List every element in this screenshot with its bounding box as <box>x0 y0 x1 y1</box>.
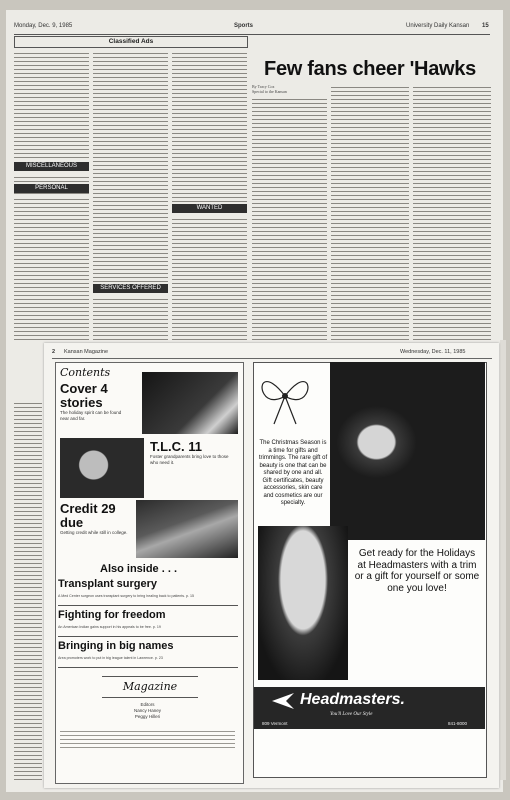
editor-name: Peggy Hilleri <box>134 714 161 719</box>
article-byline-sub: Special to the Kansan <box>252 89 287 94</box>
item-number: 4 <box>100 381 108 396</box>
item-label: Credit <box>60 501 98 516</box>
classified-text-col3 <box>172 50 247 202</box>
story-desc-freedom: An American Indian gains support in his appeals to be free. p. 19 <box>58 625 161 629</box>
ad-cta: Get ready for the Holidays at Headmasters with a trim or a gift for yourself or some one you love! <box>354 548 480 594</box>
also-inside-heading: Also inside . . . <box>100 563 178 575</box>
article-byline: By Tracy Cox <box>252 84 275 89</box>
section-miscellaneous: MISCELLANEOUS <box>14 162 89 171</box>
section-personal: PERSONAL <box>14 184 89 193</box>
underlying-right-edge <box>500 340 506 780</box>
insert-mag-name: Kansan Magazine <box>64 349 109 355</box>
insert-date: Wednesday, Dec. 11, 1985 <box>400 349 466 355</box>
story-desc-transplant: A Med Center surgeon uses transplant surgery to bring healing back to patients. p. 15 <box>58 594 195 598</box>
brand-tagline: You'll Love Our Style <box>330 712 373 717</box>
item-desc: Foster grandparents bring love to those who need it. <box>150 454 229 465</box>
editor-name: Nancy Haney <box>133 708 161 713</box>
cover-photo <box>142 372 238 434</box>
article-col1 <box>252 96 327 342</box>
story-rule <box>58 667 238 668</box>
item-word: stories <box>60 395 103 410</box>
tlc-photo <box>60 438 144 498</box>
classified-text-col3b <box>172 216 247 342</box>
section-services-offered: SERVICES OFFERED <box>93 284 168 293</box>
header-page: 15 <box>482 23 489 29</box>
contents-item-credit <box>60 502 132 536</box>
underlying-left-col <box>14 400 42 780</box>
contents-item-cover <box>60 382 130 421</box>
contents-title: Contents <box>60 366 111 379</box>
insert-page-num: 2 <box>52 349 56 355</box>
ad-season-text: The Christmas Season is a time for gifts and trimmings. The rare gift of beauty is one that can be shared by one and all. Gift certificates, beauty accessories, skin care and cosmetics are our specialty. <box>258 440 328 506</box>
item-label: T.L.C. <box>150 439 185 454</box>
editors-label: Editors <box>140 702 155 707</box>
item-label: Cover <box>60 381 97 396</box>
story-title-big-names: Bringing in big names <box>58 640 174 652</box>
insert-header <box>52 348 492 359</box>
classified-text-col1c <box>14 196 89 342</box>
item-number: 29 <box>101 501 116 516</box>
item-desc: The holiday spirit can be found near and far. <box>60 410 122 421</box>
article-col3 <box>413 84 491 342</box>
magazine-masthead: Magazine <box>102 676 198 698</box>
article-col2 <box>331 84 409 342</box>
item-word: due <box>60 515 84 530</box>
ribbon-bow-icon <box>256 366 314 428</box>
classified-text-col1 <box>14 50 89 160</box>
story-desc-big-names: Area promoters work to put in big league talent in Lawrence. p. 23 <box>58 656 163 660</box>
item-number: 11 <box>188 439 203 454</box>
ad-address: 809 Vermont <box>262 721 288 726</box>
article-headline: Few fans cheer 'Hawks <box>264 58 476 80</box>
classified-text-col2 <box>93 50 168 282</box>
models-photo <box>330 362 485 540</box>
brand-name: Headmasters. <box>300 691 405 708</box>
model-photo <box>258 526 348 680</box>
classified-title: Classified Ads <box>14 36 248 48</box>
masthead-fineprint <box>60 728 235 750</box>
story-rule <box>58 605 238 606</box>
arrow-logo-icon <box>272 693 296 709</box>
editors-block <box>60 702 235 720</box>
credit-photo <box>136 500 238 558</box>
item-desc: Getting credit while still in college. <box>60 530 128 535</box>
header-paper: University Daily Kansan <box>406 23 470 29</box>
ad-phone: 841-8000 <box>448 721 468 726</box>
newspaper-header <box>14 22 490 35</box>
story-title-transplant: Transplant surgery <box>58 578 158 590</box>
section-wanted: WANTED <box>172 204 247 213</box>
classified-text-col2b <box>93 296 168 342</box>
header-date: Monday, Dec. 9, 1985 <box>14 23 73 29</box>
contents-item-tlc <box>150 440 238 465</box>
story-rule <box>58 636 238 637</box>
header-section: Sports <box>234 23 254 29</box>
story-title-freedom: Fighting for freedom <box>58 609 166 621</box>
